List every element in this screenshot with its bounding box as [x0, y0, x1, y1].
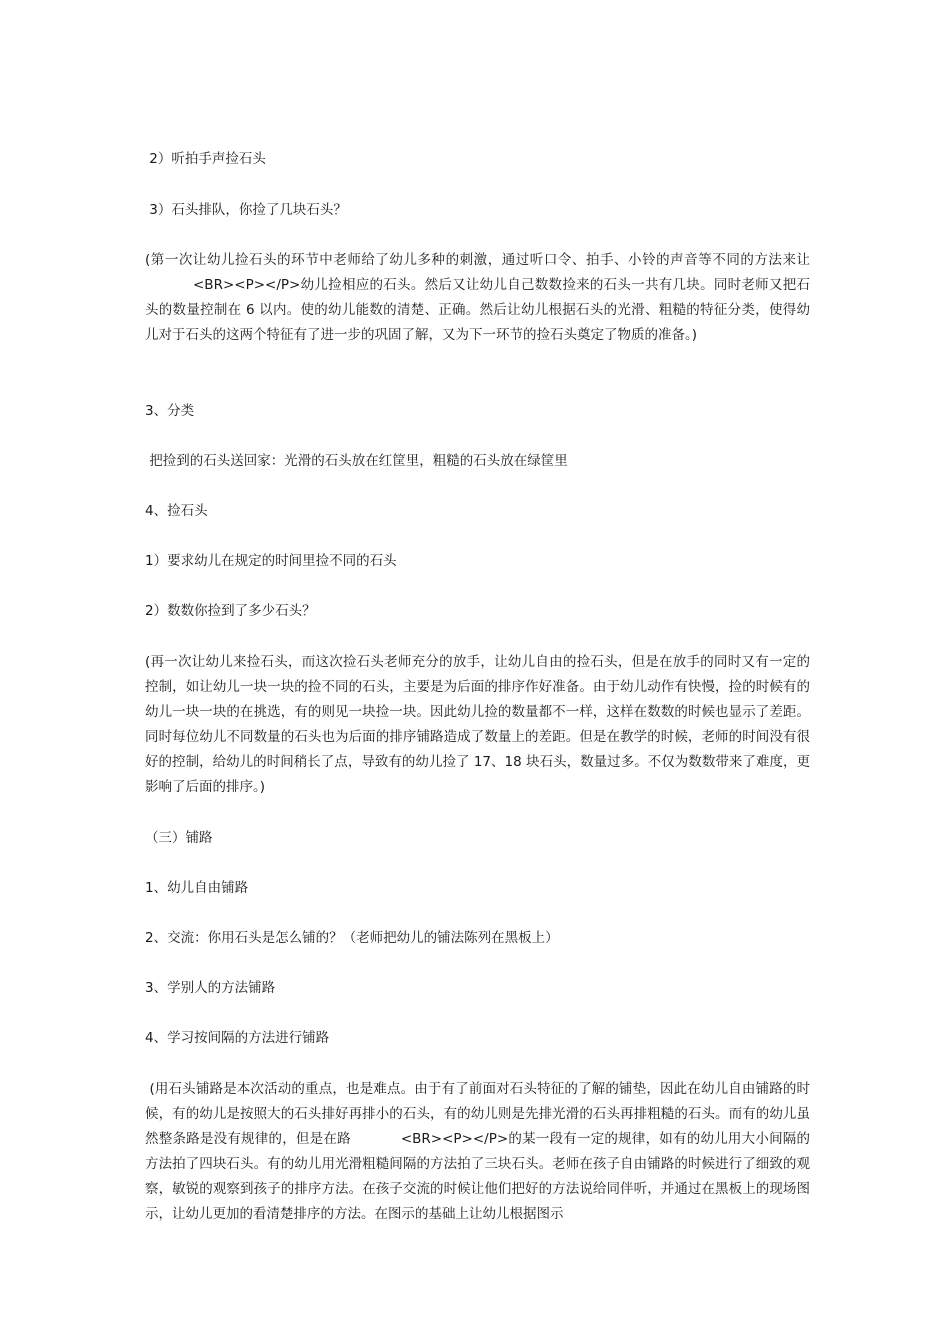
paragraph-count-stones: 2）数数你捡到了多少石头？	[145, 603, 316, 619]
html-tag-literal: <BR><P></P>	[400, 1131, 509, 1147]
paragraph-send-home: 把捡到的石头送回家：光滑的石头放在红筐里，粗糙的石头放在绿筐里	[145, 453, 568, 469]
paragraph-text-part: 幼儿捡相应的石头。然后又让幼儿自己数数捡来的石头一共有几块。同时老师又把石头的数量控制在 6 以内。使的幼儿能数的清楚、正确。然后让幼儿根据石头的光滑、粗糙的特征分类，使得幼儿对于石头的这两个特征有了进一步的巩固了解，又为下一环节的捡石头奠定了物质的准备。)	[145, 277, 810, 343]
paragraph-second-pick-reflection: (再一次让幼儿来捡石头，而这次捡石头老师充分的放手，让幼儿自由的捡石头，但是在放手的同时又有一定的控制，如让幼儿一块一块的捡不同的石头，主要是为后面的排序作好准备。由于幼儿动作有快慢，捡的时候有的幼儿一块一块的在挑选，有的则见一块捡一块。因此幼儿捡的数量都不一样，这样在数数的时候也显示了差距。同时每位幼儿不同数量的石头也为后面的排序铺路造成了数量上的差距。但是在教学的时候，老师的时间没有很好的控制，给幼儿的时间稍长了点，导致有的幼儿捡了 17、18 块石头，数量过多。不仅为数数带来了难度，更影响了后面的排序。)	[145, 654, 810, 795]
paragraph-stone-queue: 3）石头排队，你捡了几块石头？	[145, 202, 347, 218]
paragraph-paving-reflection	[145, 1077, 810, 1227]
paragraph-first-pick-reflection	[145, 248, 810, 348]
section-heading-pave-road: （三）铺路	[145, 830, 213, 846]
section-heading-classify: 3、分类	[145, 403, 195, 419]
paragraph-interval-paving: 4、学习按间隔的方法进行铺路	[145, 1030, 330, 1046]
paragraph-text-part: (第一次让幼儿捡石头的环节中老师给了幼儿多种的刺激，通过听口令、拍手、小铃的声音等不同的方法来让	[145, 252, 810, 268]
paragraph-text-part: (用石头铺路是本次活动的重点，也是难点。由于有了前面对石头特征的了解的铺垫，因此在幼儿自由铺路的时候，有的幼儿是按照大的石头排好再排小的石头，有的幼儿则是先排光滑的石头再排粗糙的石头。而有的幼儿虽然整条路是没有规律的，但是在路	[145, 1081, 811, 1147]
paragraph-learn-others: 3、学别人的方法铺路	[145, 980, 276, 996]
paragraph-free-paving: 1、幼儿自由铺路	[145, 880, 249, 896]
paragraph-listen-clap: 2）听拍手声捡石头	[145, 151, 266, 167]
html-tag-literal: <BR><P></P>	[193, 277, 301, 293]
section-heading-pick-stones: 4、捡石头	[145, 503, 208, 519]
paragraph-text-part: 的某一段有一定的规律，如有的幼儿用大小间隔的方法拍了四块石头。有的幼儿用光滑粗糙间隔的方法拍了三块石头。老师在孩子自由铺路的时候进行了细致的观察，敏锐的观察到孩子的排序方法。在孩子交流的时候让他们把好的方法说给同伴听，并通过在黑板上的现场图示，让幼儿更加的看清楚排序的方法。在图示的基础上让幼儿根据图示	[145, 1131, 811, 1222]
paragraph-pick-rule: 1）要求幼儿在规定的时间里捡不同的石头	[145, 553, 397, 569]
paragraph-exchange: 2、交流：你用石头是怎么铺的？（老师把幼儿的铺法陈列在黑板上）	[145, 930, 559, 946]
